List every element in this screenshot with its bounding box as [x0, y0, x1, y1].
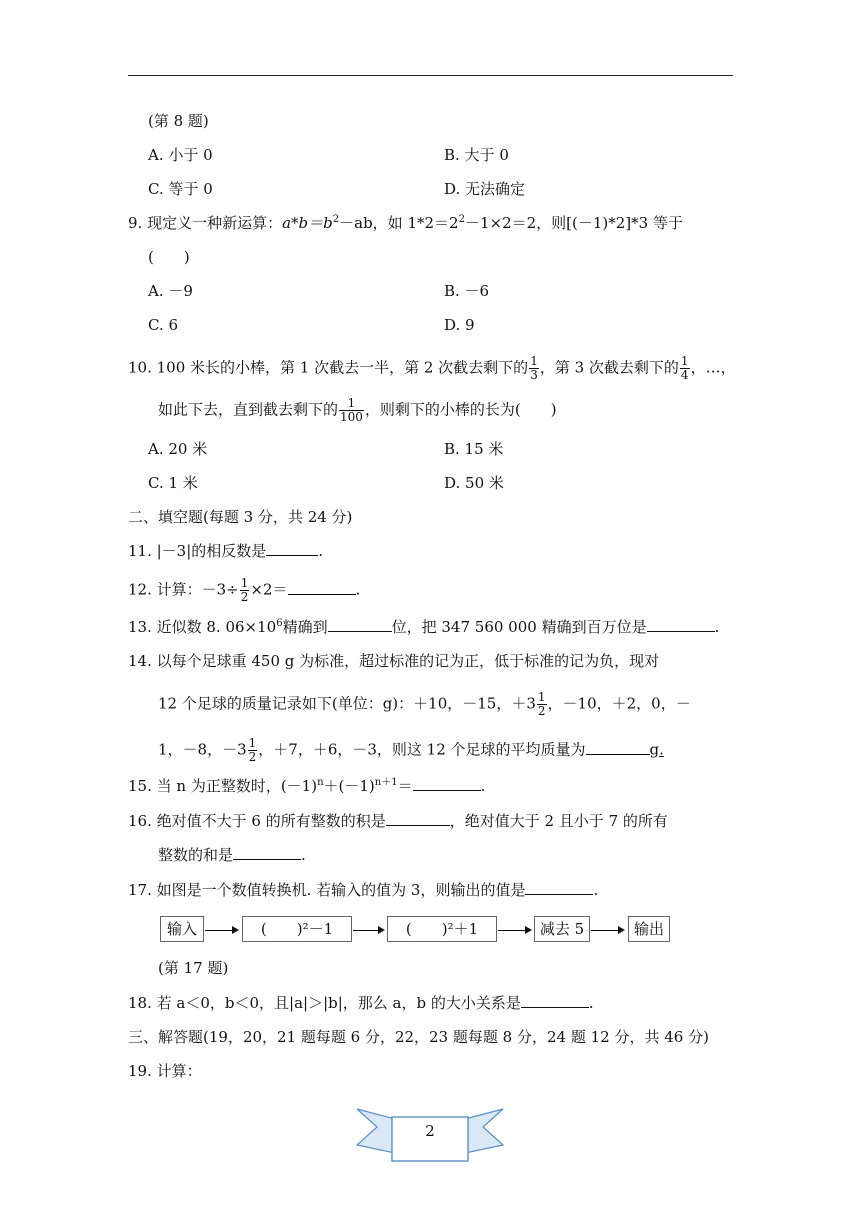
flow-box-square-minus-one: ( )²－1	[242, 916, 352, 942]
q10-l1c: ，…，	[690, 358, 736, 377]
q12	[128, 577, 360, 604]
q10-l1b: ，第 3 次截去剩下的	[539, 358, 679, 377]
section-2-heading: 二、填空题(每题 3 分，共 24 分)	[128, 508, 353, 526]
answer-blank[interactable]	[586, 740, 650, 755]
q16-line2	[158, 845, 306, 865]
q13: 13. 近似数 8. $06\times 10^6$精确到 位，把 347 560 000 精确到百万位是 .	[128, 618, 720, 636]
q10-line2	[158, 397, 557, 424]
q15-a: 15. 当 n 为正整数时，(－1)	[128, 777, 318, 795]
answer-blank[interactable]	[386, 811, 450, 826]
fraction-one-half: $\frac{1}{2}$	[248, 736, 257, 764]
q9-option-b: B. －6	[444, 282, 490, 300]
q14-line1: 14. 以每个足球重 450 g 为标准，超过标准的记为正，低于标准的记为负，现对	[128, 652, 660, 670]
section-3-heading: 三、解答题(19，20，21 题每题 6 分，22，23 题每题 8 分，24 题 12 分，共 46 分)	[128, 1028, 709, 1046]
q14-l3a: 1，－8，－3	[158, 740, 247, 759]
q12-post: ×2＝	[250, 580, 288, 599]
q13-b: 精确到	[282, 618, 328, 636]
q14-l2a: 12 个足球的质量记录如下(单位：g)：＋10，－15，＋3	[158, 694, 536, 713]
q19: 19. 计算：	[128, 1062, 202, 1080]
q10-l2b: ，则剩下的小棒的长为( )	[364, 400, 557, 419]
arrow-icon	[205, 930, 237, 931]
q16-l1a: 16. 绝对值不大于 6 的所有整数的积是	[128, 812, 386, 830]
q18-end: .	[588, 994, 594, 1012]
q9-stem: 9. 现定义一种新运算：$a*b=b^2-ab$，如 $1*2=2^2-1\times 2=2$，则[(－1)*2]*3 等于	[128, 214, 683, 232]
q11-end: .	[318, 542, 324, 560]
q9-option-d: D. 9	[444, 316, 475, 334]
q9-paren: ( )	[148, 248, 190, 266]
q8-option-c: C. 等于 0	[148, 180, 213, 198]
answer-blank[interactable]	[266, 541, 318, 556]
fraction-one-fourth: $\frac{1}{4}$	[680, 354, 689, 382]
answer-blank[interactable]	[413, 776, 481, 791]
q10-line1	[128, 355, 736, 382]
q16-l2a: 整数的和是	[158, 846, 234, 864]
page-number: 2	[425, 1122, 435, 1140]
arrow-icon	[591, 930, 623, 931]
q14-line2	[158, 691, 691, 718]
q9-pre: 9. 现定义一种新运算：	[128, 214, 283, 232]
answer-blank[interactable]	[288, 580, 356, 595]
q17	[128, 880, 598, 900]
q18-text: 18. 若 a＜0，b＜0，且|a|＞|b|，那么 a，b 的大小关系是	[128, 994, 521, 1012]
q15-c: ＝	[397, 777, 413, 795]
q10-option-a: A. 20 米	[148, 440, 208, 458]
q17-text: 17. 如图是一个数值转换机. 若输入的值为 3，则输出的值是	[128, 881, 526, 899]
q9-option-a: A. －9	[148, 282, 193, 300]
q11-text: 11. |－3|的相反数是	[128, 542, 267, 560]
q14-line3	[158, 737, 664, 764]
q18	[128, 993, 594, 1013]
q13-c: 位，把 347 560 000 精确到百万位是	[391, 618, 647, 636]
answer-blank[interactable]	[525, 880, 593, 895]
q8-option-d: D. 无法确定	[444, 180, 526, 198]
flow-box-square-plus-one: ( )²＋1	[387, 916, 497, 942]
q14-unit: g.	[649, 740, 664, 759]
flow-box-output: 输出	[628, 916, 670, 942]
q12-pre: 12. 计算：－3÷	[128, 580, 239, 599]
q12-end: .	[355, 580, 361, 599]
q8-option-a: A. 小于 0	[148, 146, 213, 164]
fraction-one-half: $\frac{1}{2}$	[240, 576, 249, 604]
q13-end: .	[714, 618, 720, 636]
q10-option-d: D. 50 米	[444, 474, 504, 492]
q14-l2b: ，－10，＋2，0，－	[547, 694, 691, 713]
q16-line1	[128, 811, 668, 831]
flow-box-subtract-five: 减去 5	[534, 916, 590, 942]
q9-formula: a*b＝b	[282, 214, 333, 232]
arrow-icon	[353, 930, 383, 931]
q15-end: .	[480, 777, 486, 795]
flow-box-input: 输入	[160, 916, 204, 942]
q13-a: 13. 近似数 8. 06×10	[128, 618, 277, 636]
q15-b: ＋(－1)	[323, 777, 375, 795]
q16-end: .	[301, 846, 306, 864]
q17-caption: (第 17 题)	[158, 959, 229, 977]
answer-blank[interactable]	[647, 617, 715, 632]
q9-mid2: －1×2	[464, 214, 512, 232]
fraction-one-hundredth: $\frac{1}{100}$	[340, 396, 363, 424]
header-rule	[128, 75, 733, 76]
q8-option-b: B. 大于 0	[444, 146, 509, 164]
q9-mid: －ab，如 1*2＝2	[339, 214, 459, 232]
q10-l1a: 10. 100 米长的小棒，第 1 次截去一半，第 2 次截去剩下的	[128, 358, 529, 377]
q9-option-c: C. 6	[148, 316, 179, 334]
arrow-icon	[498, 930, 530, 931]
q17-end: .	[593, 881, 599, 899]
q11	[128, 541, 323, 561]
q10-l2a: 如此下去，直到截去剩下的	[158, 400, 339, 419]
fraction-one-third: $\frac{1}{3}$	[530, 354, 538, 382]
answer-blank[interactable]	[233, 845, 301, 860]
fraction-one-half: $\frac{1}{2}$	[537, 690, 546, 718]
q8-caption: (第 8 题)	[148, 112, 209, 130]
q14-l3b: ，＋7，＋6，－3，则这 12 个足球的平均质量为	[258, 740, 586, 759]
answer-blank[interactable]	[328, 617, 392, 632]
q16-l1b: ，绝对值大于 2 且小于 7 的所有	[449, 812, 668, 830]
answer-blank[interactable]	[521, 993, 589, 1008]
q9-post: ＝2，则[(－1)*2]*3 等于	[511, 214, 683, 232]
q15: 15. 当 n 为正整数时，$(-1)^n+(-1)^{n+1}=$ .	[128, 777, 486, 795]
q10-option-b: B. 15 米	[444, 440, 504, 458]
q10-option-c: C. 1 米	[148, 474, 198, 492]
